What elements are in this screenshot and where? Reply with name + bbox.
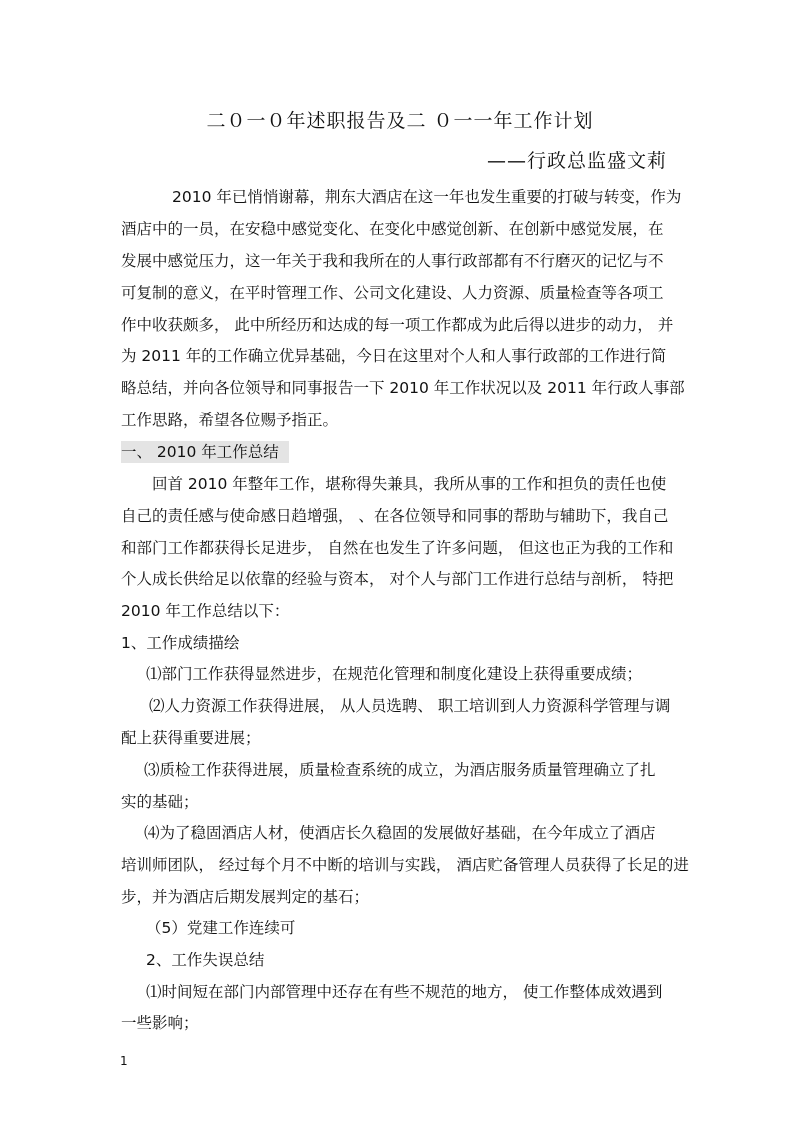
list-item: ⑷为了稳固酒店人材，使酒店长久稳固的发展做好基础，在今年成立了酒店	[144, 824, 656, 842]
document-title: 二０一０年述职报告及二 ０一一年工作计划	[206, 110, 594, 132]
section-heading: 一、 2010 年工作总结	[121, 441, 289, 463]
list-item-continuation: 实的基础；	[121, 793, 199, 811]
subsection-heading: 2、工作失误总结	[146, 951, 265, 969]
paragraph-line: 和部门工作都获得长足进步， 自然在也发生了许多问题， 但这也正为我的工作和	[121, 539, 674, 557]
paragraph-line: 略总结，并向各位领导和同事报告一下 2010 年工作状况以及 2011 年行政人事部	[121, 379, 685, 397]
paragraph-line: 2010 年已悄悄谢幕，荆东大酒店在这一年也发生重要的打破与转变，作为	[172, 188, 682, 206]
subsection-heading: 1、工作成绩描绘	[121, 634, 240, 652]
paragraph-line: 作中收获颇多， 此中所经历和达成的每一项工作都成为此后得以进步的动力， 并	[121, 316, 674, 334]
paragraph-line: 2010 年工作总结以下：	[121, 602, 290, 620]
list-item-continuation: 配上获得重要进展；	[121, 729, 261, 747]
list-item-continuation: 一些影响；	[121, 1014, 199, 1032]
paragraph-line: 为 2011 年的工作确立优异基础，今日在这里对个人和人事行政部的工作进行简	[121, 347, 667, 365]
paragraph-line: 个人成长供给足以依靠的经验与资本， 对个人与部门工作进行总结与剖析， 特把	[121, 570, 674, 588]
document-author: ——行政总监盛文莉	[486, 150, 667, 172]
paragraph-line: 发展中感觉压力，这一年关于我和我所在的人事行政部都有不行磨灭的记忆与不	[121, 252, 664, 270]
list-item: ⑶质检工作获得进展，质量检查系统的成立，为酒店服务质量管理确立了扎	[144, 761, 656, 779]
list-item: ⑴时间短在部门内部管理中还存在有些不规范的地方， 使工作整体成效遇到	[146, 983, 663, 1001]
list-item-continuation: 步，并为酒店后期发展判定的基石；	[121, 888, 370, 906]
paragraph-line: 回首 2010 年整年工作，堪称得失兼具，我所从事的工作和担负的责任也使	[152, 475, 667, 493]
paragraph-line: 自己的责任感与使命感日趋增强， 、在各位领导和同事的帮助与辅助下，我自己	[121, 507, 669, 525]
paragraph-line: 酒店中的一员，在安稳中感觉变化、在变化中感觉创新、在创新中感觉发展，在	[121, 220, 664, 238]
paragraph-line: 工作思路，希望各位赐予指正。	[121, 411, 339, 429]
list-item-continuation: 培训师团队， 经过每个月不中断的培训与实践， 酒店贮备管理人员获得了长足的进	[121, 856, 689, 874]
page-number: 1	[120, 1054, 128, 1068]
paragraph-line: 可复制的意义，在平时管理工作、公司文化建设、人力资源、质量检查等各项工	[121, 284, 664, 302]
list-item: ⑵人力资源工作获得进展， 从人员选聘、 职工培训到人力资源科学管理与调	[149, 697, 671, 715]
list-item: ⑴部门工作获得显然进步，在规范化管理和制度化建设上获得重要成绩；	[146, 665, 643, 683]
list-item: （5）党建工作连续可	[146, 919, 296, 937]
